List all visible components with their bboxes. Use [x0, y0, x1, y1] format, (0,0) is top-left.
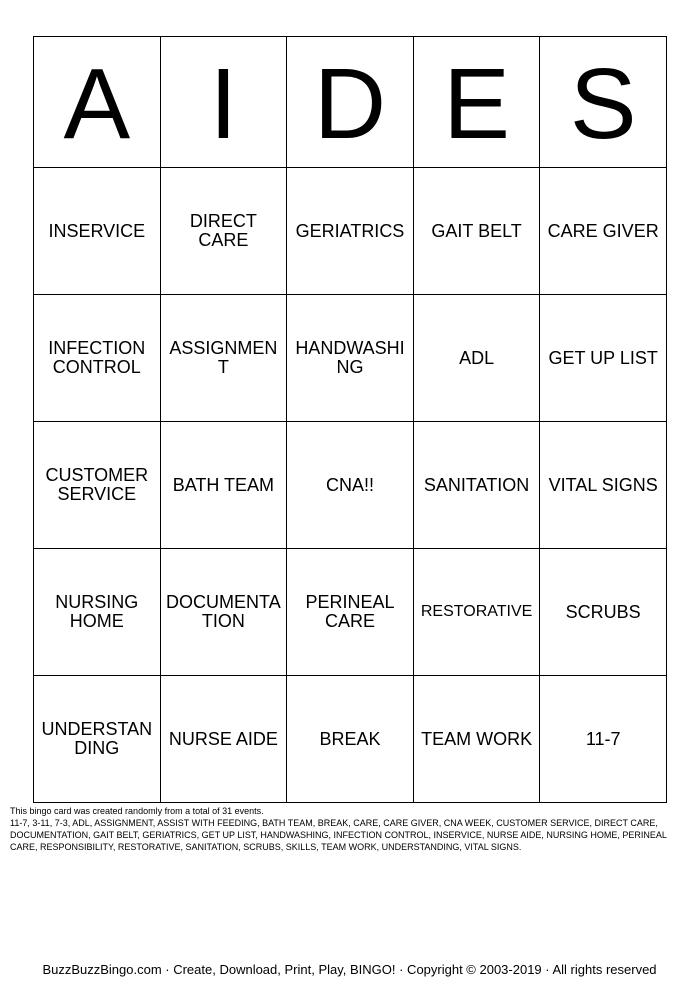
copyright-footer: BuzzBuzzBingo.com · Create, Download, Print, Play, BINGO! · Copyright © 2003-2019 · All rights reserved [42, 962, 657, 977]
bingo-cell: ASSIGNMENT [160, 295, 287, 422]
bingo-row [34, 422, 667, 549]
bingo-card [33, 36, 667, 803]
bingo-cell: GAIT BELT [413, 168, 540, 295]
bingo-cell: RESTORATIVE [413, 549, 540, 676]
bingo-row [34, 549, 667, 676]
bingo-row [34, 295, 667, 422]
bingo-cell: PERINEAL CARE [287, 549, 414, 676]
bingo-cell: CARE GIVER [540, 168, 667, 295]
bingo-cell: SCRUBS [540, 549, 667, 676]
bingo-cell: VITAL SIGNS [540, 422, 667, 549]
bingo-cell: CUSTOMER SERVICE [34, 422, 161, 549]
bingo-cell: 11-7 [540, 676, 667, 803]
header-letter: S [540, 37, 667, 168]
bingo-cell: INSERVICE [34, 168, 161, 295]
header-letter: D [287, 37, 414, 168]
event-list-notes [10, 806, 690, 854]
bingo-cell: BREAK [287, 676, 414, 803]
bingo-cell: GERIATRICS [287, 168, 414, 295]
header-letter: I [160, 37, 287, 168]
bingo-cell: DIRECT CARE [160, 168, 287, 295]
bingo-cell: TEAM WORK [413, 676, 540, 803]
notes-events: 11-7, 3-11, 7-3, ADL, ASSIGNMENT, ASSIST WITH FEEDING, BATH TEAM, BREAK, CARE, CARE GIVER, CNA WEEK, CUSTOMER SERVICE, DIRECT CARE, DOCUMENTATION, GAIT BELT, GERIATRICS, GET UP LIST, HANDWASHING, INFECTION CONTROL, INSERVICE, NURSE AIDE, NURSING HOME, PERINEAL CARE, RESPONSIBILITY, RESTORATIVE, SANITATION, SCRUBS, SKILLS, TEAM WORK, UNDERSTANDING, VITAL SIGNS. [10, 817, 667, 852]
bingo-row [34, 676, 667, 803]
bingo-cell: GET UP LIST [540, 295, 667, 422]
bingo-cell: SANITATION [413, 422, 540, 549]
bingo-row [34, 168, 667, 295]
bingo-cell: ADL [413, 295, 540, 422]
bingo-cell: INFECTION CONTROL [34, 295, 161, 422]
bingo-cell: NURSE AIDE [160, 676, 287, 803]
notes-intro: This bingo card was created randomly from a total of 31 events. [10, 806, 264, 816]
bingo-cell: CNA!! [287, 422, 414, 549]
bingo-header-row [34, 37, 667, 168]
bingo-cell: HANDWASHING [287, 295, 414, 422]
bingo-cell: BATH TEAM [160, 422, 287, 549]
header-letter: E [413, 37, 540, 168]
bingo-cell: NURSING HOME [34, 549, 161, 676]
bingo-cell: DOCUMENTATION [160, 549, 287, 676]
bingo-cell: UNDERSTANDING [34, 676, 161, 803]
header-letter: A [34, 37, 161, 168]
